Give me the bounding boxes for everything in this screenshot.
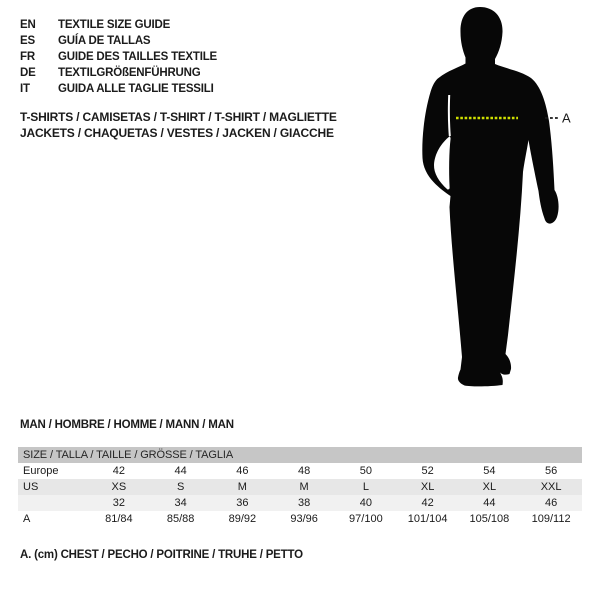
size-table — [18, 447, 582, 527]
language-label: GUÍA DE TALLAS — [58, 35, 151, 47]
table-row-us — [18, 479, 582, 495]
measure-label-a: A — [562, 110, 571, 126]
row-label — [18, 495, 88, 511]
garment-type-line: JACKETS / CHAQUETAS / VESTES / JACKEN / GIACCHE — [20, 125, 334, 140]
row-label: US — [23, 481, 39, 493]
size-cell: 101/104 — [407, 513, 448, 525]
size-cell: 44 — [483, 497, 496, 509]
section-title: MAN / HOMBRE / HOMME / MANN / MAN — [20, 419, 234, 431]
size-cell: 38 — [298, 497, 311, 509]
size-cell: S — [176, 481, 185, 493]
size-cell: 97/100 — [349, 513, 383, 525]
table-row-chest-a — [18, 511, 582, 527]
size-cell: 52 — [421, 465, 434, 477]
size-table-header: SIZE / TALLA / TAILLE / GRÖSSE / TAGLIA — [18, 447, 582, 463]
language-code: IT — [20, 83, 30, 95]
size-cell: XXL — [540, 481, 562, 493]
size-cell: 89/92 — [228, 513, 257, 525]
size-cell: M — [299, 481, 309, 493]
size-cell: 46 — [545, 497, 558, 509]
size-cell: 54 — [483, 465, 496, 477]
measurement-footnote: A. (cm) CHEST / PECHO / POITRINE / TRUHE / PETTO — [20, 549, 303, 561]
row-label: A — [23, 513, 31, 525]
size-cell: 48 — [298, 465, 311, 477]
language-code: ES — [20, 35, 35, 47]
size-cell: M — [237, 481, 247, 493]
size-cell: XL — [482, 481, 497, 493]
size-cell: 34 — [174, 497, 187, 509]
size-cell: 93/96 — [290, 513, 318, 525]
size-cell: 32 — [112, 497, 125, 509]
man-silhouette — [422, 7, 558, 386]
size-cell: 50 — [359, 465, 372, 477]
size-cell: XL — [420, 481, 435, 493]
size-cell: 85/88 — [166, 513, 195, 525]
row-label: Europe — [23, 465, 59, 477]
size-cell: L — [362, 481, 369, 493]
size-cell: 46 — [236, 465, 249, 477]
language-label: GUIDE DES TAILLES TEXTILE — [58, 51, 217, 63]
size-cell: 42 — [112, 465, 125, 477]
size-cell: 109/112 — [531, 513, 571, 525]
table-row-us-numeric — [18, 495, 582, 511]
language-label: TEXTILE SIZE GUIDE — [58, 19, 171, 31]
language-label: TEXTILGRÖßENFÜHRUNG — [58, 67, 201, 79]
table-row-europe — [18, 463, 582, 479]
language-code: EN — [20, 19, 36, 31]
language-code: FR — [20, 51, 35, 63]
language-label: GUIDA ALLE TAGLIE TESSILI — [58, 83, 214, 95]
size-cell: 105/108 — [469, 513, 510, 525]
garment-type-line: T-SHIRTS / CAMISETAS / T-SHIRT / T-SHIRT / MAGLIETTE — [20, 110, 337, 124]
size-cell: 36 — [236, 497, 249, 509]
size-cell: 42 — [421, 497, 434, 509]
size-cell: XS — [111, 481, 127, 493]
language-code: DE — [20, 67, 36, 79]
size-cell: 40 — [359, 497, 372, 509]
size-cell: 81/84 — [105, 513, 133, 525]
size-cell: 56 — [545, 465, 558, 477]
size-cell: 44 — [174, 465, 187, 477]
